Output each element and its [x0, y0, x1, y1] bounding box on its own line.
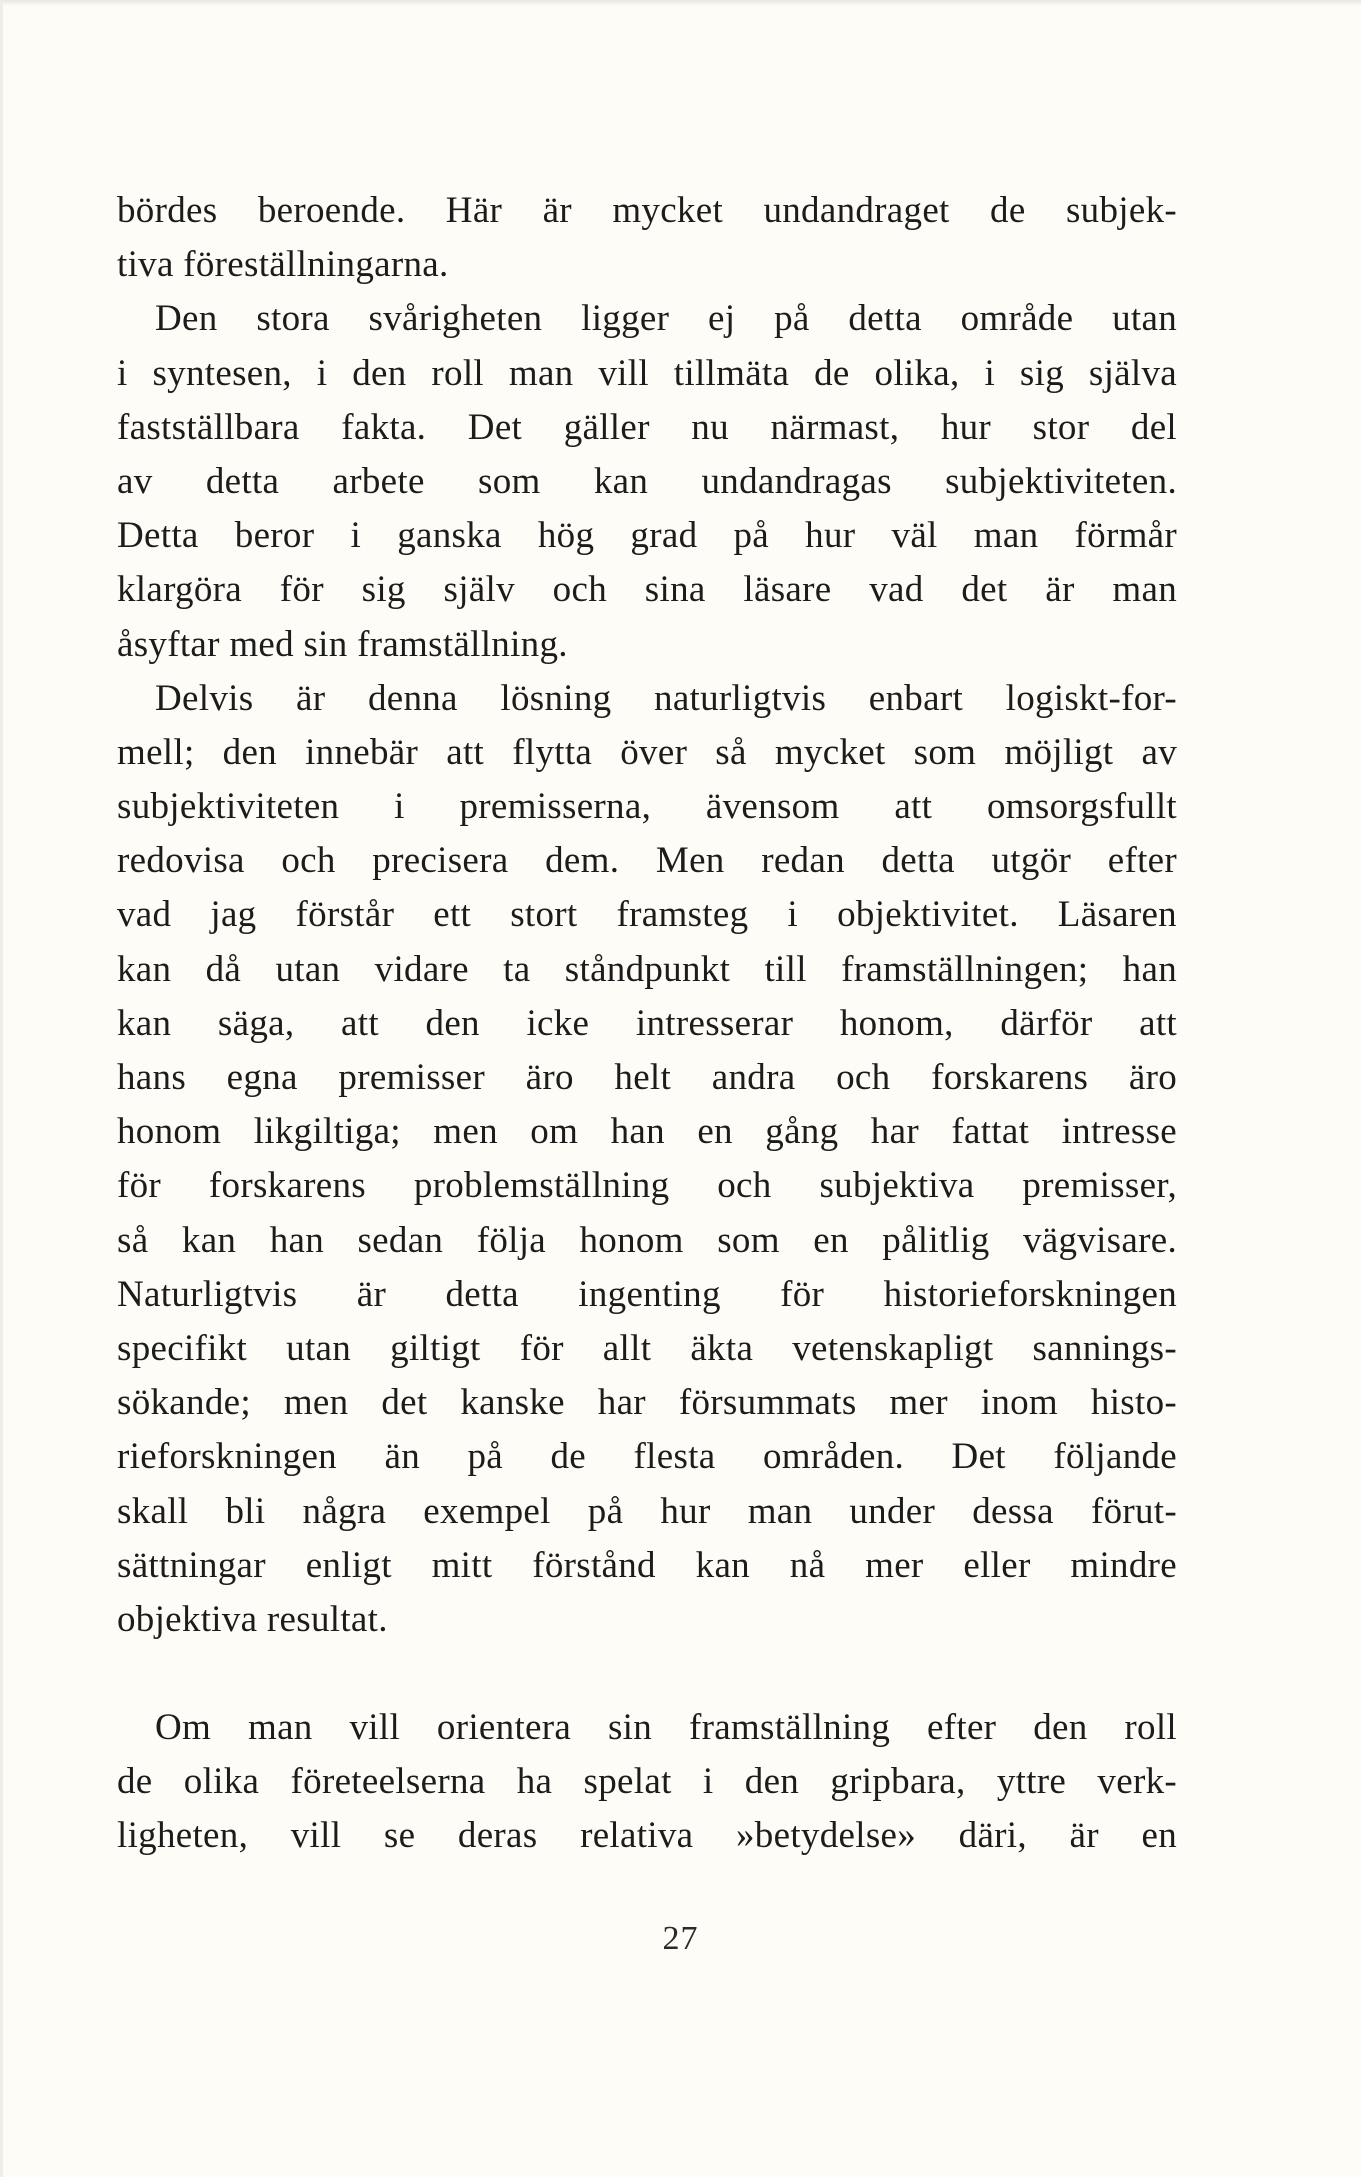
text-line: Detta beror i ganska hög grad på hur väl man förmår [117, 515, 1177, 557]
text-line: redovisa och precisera dem. Men redan detta utgör efter [117, 840, 1177, 882]
text-line: Delvis är denna lösning naturligtvis enbart logiskt-for- [155, 677, 1177, 719]
text-line: Naturligtvis är detta ingenting för historieforskningen [117, 1273, 1177, 1315]
text-line: fastställbara fakta. Det gäller nu närmast, hur stor del [117, 406, 1177, 448]
text-line: åsyftar med sin framställning. [117, 623, 568, 665]
text-line: mell; den innebär att flytta över så mycket som möjligt av [117, 731, 1177, 773]
page-top-edge [0, 0, 1361, 6]
text-line: i syntesen, i den roll man vill tillmäta de olika, i sig själva [117, 352, 1177, 394]
text-line: kan säga, att den icke intresserar honom, därför att [117, 1002, 1177, 1044]
text-line: rieforskningen än på de flesta områden. Det följande [117, 1436, 1177, 1478]
text-line: för forskarens problemställning och subjektiva premisser, [117, 1165, 1177, 1207]
text-line: skall bli några exempel på hur man under dessa förut- [117, 1490, 1177, 1532]
text-line: vad jag förstår ett stort framsteg i objektivitet. Läsaren [117, 894, 1177, 936]
body-text [117, 184, 1177, 1864]
text-line: bördes beroende. Här är mycket undandraget de subjek- [117, 190, 1177, 231]
text-line: Den stora svårigheten ligger ej på detta område utan [155, 298, 1177, 340]
text-line: kan då utan vidare ta ståndpunkt till framställningen; han [117, 948, 1177, 990]
text-line: sättningar enligt mitt förstånd kan nå mer eller mindre [117, 1544, 1177, 1586]
text-line: subjektiviteten i premisserna, ävensom att omsorgsfullt [117, 786, 1177, 828]
text-line: av detta arbete som kan undandragas subjektiviteten. [117, 460, 1177, 502]
text-line: de olika företeelserna ha spelat i den gripbara, yttre verk- [117, 1761, 1177, 1803]
text-line: klargöra för sig själv och sina läsare vad det är man [117, 569, 1177, 611]
text-line: tiva föreställningarna. [117, 244, 449, 286]
page-number: 27 [662, 1920, 699, 1957]
page-left-edge [0, 0, 3, 2177]
paragraph-gap [117, 1647, 1177, 1701]
text-line: specifikt utan giltigt för allt äkta vetenskapligt sannings- [117, 1327, 1177, 1369]
text-line: så kan han sedan följa honom som en pålitlig vägvisare. [117, 1219, 1177, 1261]
text-line: sökande; men det kanske har försummats mer inom histo- [117, 1382, 1177, 1424]
text-line: objektiva resultat. [117, 1598, 388, 1640]
text-line: ligheten, vill se deras relativa »betydelse» däri, är en [117, 1815, 1177, 1857]
text-line: Om man vill orientera sin framställning efter den roll [155, 1707, 1177, 1749]
text-line: hans egna premisser äro helt andra och forskarens äro [117, 1057, 1177, 1098]
text-line: honom likgiltiga; men om han en gång har fattat intresse [117, 1111, 1177, 1153]
